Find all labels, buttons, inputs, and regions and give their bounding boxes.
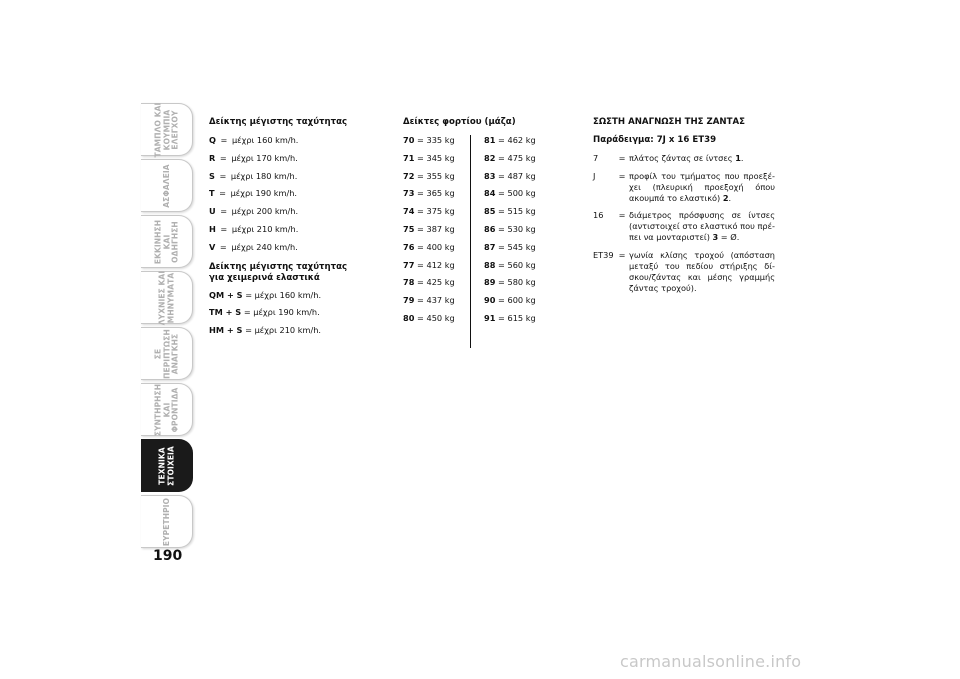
list-item — [209, 307, 369, 325]
winter-speed-code: TM + S — [209, 307, 242, 318]
speed-code: S — [209, 170, 215, 181]
winter-speed-value: μέχρι 210 km/h. — [254, 325, 321, 336]
load-value: = 530 kg — [498, 223, 536, 234]
definition-text-main: προφίλ του τμήματος που προεξέ-χει (πλευρική προεξοχή όπου ακουμπά το ελαστικό) — [629, 170, 775, 203]
load-code: 90 — [484, 295, 496, 306]
load-code: 83 — [484, 170, 496, 181]
tab-warning-lights[interactable] — [141, 271, 193, 324]
tab-label: ΤΑΜΠΛΟ ΚΑΙ ΚΟΥΜΠΙΑ ΕΛΕΓΧΟΥ — [152, 102, 179, 157]
chapter-tabs — [141, 103, 193, 551]
load-value: = 475 kg — [498, 152, 536, 163]
definition-text-main: διάμετρος πρόσφυσης σε ίντσες (αντιστοιχεί στο ελαστικό που πρέ-πει να μονταριστεί) — [629, 210, 775, 242]
tab-starting-driving[interactable] — [141, 215, 193, 268]
speed-value: μέχρι 170 km/h. — [231, 152, 298, 163]
list-item — [209, 188, 369, 206]
load-index-title: Δείκτες φορτίου (μάζα) — [403, 117, 516, 127]
definition-text — [629, 250, 775, 294]
load-value: = 500 kg — [498, 188, 536, 199]
equals-sign: = — [618, 153, 626, 163]
equals-sign: = — [618, 170, 626, 181]
load-value: = 400 kg — [417, 241, 455, 252]
equals-sign: = — [219, 152, 227, 163]
load-value: = 462 kg — [498, 135, 536, 145]
load-code: 81 — [484, 135, 496, 145]
list-item — [484, 153, 550, 171]
winter-speed-index-title — [209, 262, 369, 290]
winter-speed-value: μέχρι 190 km/h. — [253, 307, 320, 318]
list-item — [403, 135, 469, 153]
list-item — [484, 188, 550, 206]
definition-text-tail: = Ø. — [718, 232, 740, 242]
speed-code: Q — [209, 135, 216, 145]
load-value: = 487 kg — [498, 170, 536, 181]
list-item — [209, 325, 369, 343]
equals-sign: = — [219, 241, 227, 252]
list-item — [484, 295, 550, 313]
list-item — [403, 277, 469, 295]
list-item — [484, 206, 550, 224]
load-code: 84 — [484, 188, 496, 199]
winter-speed-code: QM + S — [209, 289, 243, 300]
load-value: = 412 kg — [417, 259, 455, 270]
list-item — [209, 224, 369, 242]
winter-title-line2: για χειμερινά ελαστικά — [209, 272, 320, 283]
definition-key: J — [593, 170, 596, 181]
speed-index-title: Δείκτης μέγιστης ταχύτητας — [209, 117, 348, 127]
equals-sign: = — [245, 289, 253, 300]
rim-example: Παράδειγμα: 7J x 16 ET39 — [593, 135, 717, 145]
definition-text — [629, 210, 775, 243]
speed-code: R — [209, 152, 216, 163]
tab-label: ΕΥΡΕΤΗΡΙΟ — [161, 497, 171, 546]
load-code: 87 — [484, 241, 496, 252]
winter-speed-value: μέχρι 160 km/h. — [254, 289, 322, 300]
speed-index-section — [209, 117, 369, 343]
definition-key: ET39 — [593, 249, 614, 260]
list-item — [403, 295, 469, 313]
speed-code: U — [209, 206, 216, 217]
tab-label: ΣΕ ΠΕΡΙΠΤΩΣΗ ΑΝΑΓΚΗΣ — [152, 328, 179, 379]
load-value: = 545 kg — [498, 241, 536, 252]
equals-sign: = — [618, 210, 626, 220]
speed-value: μέχρι 200 km/h. — [231, 206, 299, 217]
list-item — [403, 260, 469, 278]
watermark: carmanualsonline.info — [620, 652, 802, 671]
load-code: 71 — [403, 152, 415, 163]
load-index-right-list — [484, 135, 550, 331]
list-item — [209, 171, 369, 189]
equals-sign: = — [220, 135, 228, 145]
definition-key: 7 — [593, 153, 599, 163]
reference-number: 2 — [722, 192, 729, 203]
list-item — [209, 242, 369, 260]
definition-item — [593, 250, 775, 294]
equals-sign: = — [243, 307, 251, 318]
list-item — [484, 277, 550, 295]
load-value: = 580 kg — [498, 277, 536, 288]
equals-sign: = — [220, 206, 228, 217]
load-value: = 515 kg — [498, 206, 536, 217]
column-divider — [470, 135, 471, 348]
load-value: = 345 kg — [417, 152, 455, 163]
rim-reading-title: ΣΩΣΤΗ ΑΝΑΓΝΩΣΗ ΤΗΣ ΖΑΝΤΑΣ — [593, 117, 745, 127]
tab-label: ΣΥΝΤΗΡΗΣΗ ΚΑΙ ΦΡΟΝΤΙΔΑ — [152, 383, 179, 436]
list-item — [484, 242, 550, 260]
list-item — [209, 290, 369, 308]
tab-maintenance[interactable] — [141, 383, 193, 436]
load-code: 79 — [403, 295, 415, 306]
load-code: 82 — [484, 152, 496, 163]
speed-code: T — [209, 188, 215, 199]
reference-number: 3 — [712, 232, 719, 242]
page-number: 190 — [153, 548, 183, 564]
tab-technical-data[interactable] — [141, 439, 193, 492]
reference-number: 1 — [735, 153, 741, 163]
definition-text — [629, 153, 775, 164]
definition-item — [593, 171, 775, 204]
list-item — [484, 135, 550, 153]
list-item — [403, 188, 469, 206]
tab-dashboard-controls[interactable] — [141, 103, 193, 156]
speed-value: μέχρι 210 km/h. — [231, 223, 299, 234]
load-value: = 335 kg — [417, 135, 455, 145]
load-code: 78 — [403, 277, 415, 288]
rim-reading-section — [593, 117, 775, 300]
equals-sign: = — [245, 325, 252, 336]
equals-sign: = — [618, 249, 626, 260]
winter-title-line1: Δείκτης μέγιστης ταχύτητας — [209, 261, 348, 272]
list-item — [209, 153, 369, 171]
load-code: 77 — [403, 259, 415, 270]
load-index-left-list — [403, 135, 469, 331]
load-code: 76 — [403, 241, 415, 252]
equals-sign: = — [219, 188, 227, 199]
list-item — [484, 260, 550, 278]
tab-label: ΕΚΚΙΝΗΣΗ ΚΑΙ ΟΔΗΓΗΣΗ — [152, 219, 179, 264]
load-value: = 600 kg — [498, 295, 536, 306]
load-value: = 425 kg — [417, 277, 455, 288]
list-item — [403, 242, 469, 260]
load-code: 80 — [403, 312, 415, 323]
speed-value: μέχρι 240 km/h. — [231, 241, 298, 252]
list-item — [403, 153, 469, 171]
tab-safety[interactable] — [141, 159, 193, 212]
load-code: 70 — [403, 135, 415, 145]
load-code: 88 — [484, 259, 496, 270]
definition-item — [593, 210, 775, 243]
load-value: = 615 kg — [498, 312, 536, 323]
list-item — [209, 206, 369, 224]
tab-label: ΤΕΧΝΙΚΑ ΣΤΟΙΧΕΙΑ — [157, 445, 175, 486]
definition-text-tail: . — [728, 192, 732, 203]
list-item — [403, 206, 469, 224]
list-item — [484, 313, 550, 331]
tab-label: ΑΣΦΑΛΕΙΑ — [161, 163, 171, 208]
list-item — [403, 171, 469, 189]
load-value: = 375 kg — [417, 206, 455, 217]
definition-text-main: πλάτος ζάντας σε ίντσες — [629, 153, 736, 163]
list-item — [209, 135, 369, 153]
tab-index[interactable] — [141, 495, 193, 548]
definition-key: 16 — [593, 210, 604, 220]
speed-value: μέχρι 180 km/h. — [230, 170, 298, 181]
load-value: = 387 kg — [417, 223, 455, 234]
load-code: 75 — [403, 223, 415, 234]
definition-text — [629, 171, 775, 204]
speed-code: V — [209, 241, 216, 252]
speed-code: H — [209, 223, 216, 234]
load-code: 85 — [484, 206, 496, 217]
equals-sign: = — [219, 170, 227, 181]
load-value: = 365 kg — [417, 188, 455, 199]
list-item — [484, 224, 550, 242]
load-value: = 560 kg — [498, 259, 536, 270]
load-value: = 450 kg — [417, 312, 455, 323]
definition-text-tail: . — [740, 153, 744, 163]
load-code: 73 — [403, 188, 415, 199]
load-value: = 355 kg — [417, 170, 455, 181]
tab-emergency[interactable] — [141, 327, 193, 380]
load-code: 89 — [484, 277, 496, 288]
load-code: 74 — [403, 206, 415, 217]
list-item — [484, 171, 550, 189]
load-code: 91 — [484, 312, 496, 323]
load-index-section — [403, 117, 553, 323]
list-item — [403, 313, 469, 331]
speed-value: μέχρι 160 km/h. — [231, 135, 299, 145]
load-code: 86 — [484, 223, 496, 234]
tab-label: ΛΥΧΝΙΕΣ ΚΑΙ ΜΗΝΥΜΑΤΑ — [157, 270, 175, 325]
load-code: 72 — [403, 170, 415, 181]
winter-speed-code: HM + S — [209, 325, 243, 336]
definition-item — [593, 153, 775, 164]
load-value: = 437 kg — [417, 295, 455, 306]
equals-sign: = — [220, 223, 228, 234]
list-item — [403, 224, 469, 242]
definition-text-main: γωνία κλίσης τροχού (απόσταση μεταξύ του πεδίου στήριξης δί-σκου/ζάντας και μέσης γραμμής ζάντας τροχού). — [629, 249, 775, 293]
speed-value: μέχρι 190 km/h. — [230, 188, 298, 199]
